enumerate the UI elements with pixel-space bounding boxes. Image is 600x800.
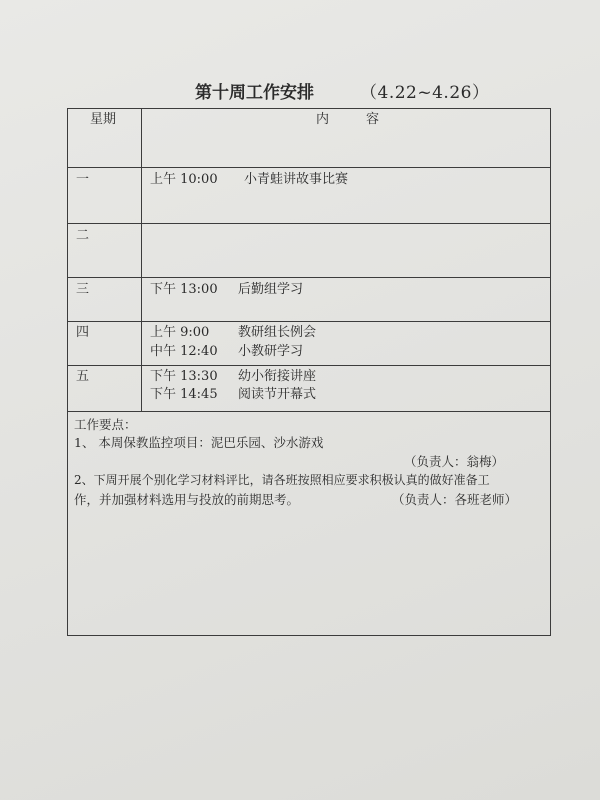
notes-item-1: 1、 本周保教监控项目：泥巴乐园、沙水游戏 bbox=[74, 435, 324, 450]
entry-time: 中午 12:40 bbox=[150, 344, 218, 359]
row-divider bbox=[68, 167, 550, 168]
header-content-1: 内 bbox=[316, 112, 330, 127]
header-day: 星期 bbox=[90, 112, 117, 127]
entry-time: 下午 13:00 bbox=[150, 282, 218, 297]
header-content-2: 容 bbox=[366, 112, 380, 127]
day-fri: 五 bbox=[76, 369, 90, 384]
page-title: 第十周工作安排 bbox=[195, 83, 314, 103]
day-tue: 二 bbox=[76, 228, 90, 243]
entry-time: 上午 10:00 bbox=[150, 172, 218, 187]
row-divider bbox=[68, 223, 550, 224]
day-wed: 三 bbox=[76, 282, 90, 297]
schedule-table bbox=[67, 108, 551, 636]
day-mon: 一 bbox=[76, 172, 90, 187]
entry-event: 后勤组学习 bbox=[238, 282, 304, 297]
notes-item-1-owner: （负责人：翁梅） bbox=[404, 454, 505, 469]
title-row bbox=[195, 78, 515, 104]
entry-time: 下午 13:30 bbox=[150, 369, 218, 384]
entry-event: 阅读节开幕式 bbox=[238, 387, 317, 402]
notes-item-2-line-1: 2、下周开展个别化学习材料评比，请各班按照相应要求积极认真的做好准备工 bbox=[74, 473, 490, 487]
row-divider bbox=[68, 365, 550, 366]
entry-event: 小教研学习 bbox=[238, 344, 304, 359]
entry-time: 下午 14:45 bbox=[150, 387, 218, 402]
entry-event: 小青蛙讲故事比赛 bbox=[244, 172, 349, 187]
entry-event: 幼小衔接讲座 bbox=[238, 369, 317, 384]
row-divider bbox=[68, 411, 550, 412]
row-divider bbox=[68, 277, 550, 278]
date-range: （4.22~4.26） bbox=[360, 83, 490, 103]
row-divider bbox=[68, 321, 550, 322]
entry-event: 教研组长例会 bbox=[238, 325, 317, 340]
notes-item-2-owner: （负责人：各班老师） bbox=[392, 492, 518, 507]
notes-heading: 工作要点： bbox=[74, 417, 137, 432]
entry-time: 上午 9:00 bbox=[150, 325, 210, 340]
day-thu: 四 bbox=[76, 325, 90, 340]
notes-item-2-line-2: 作，并加强材料选用与投放的前期思考。 bbox=[74, 492, 300, 507]
